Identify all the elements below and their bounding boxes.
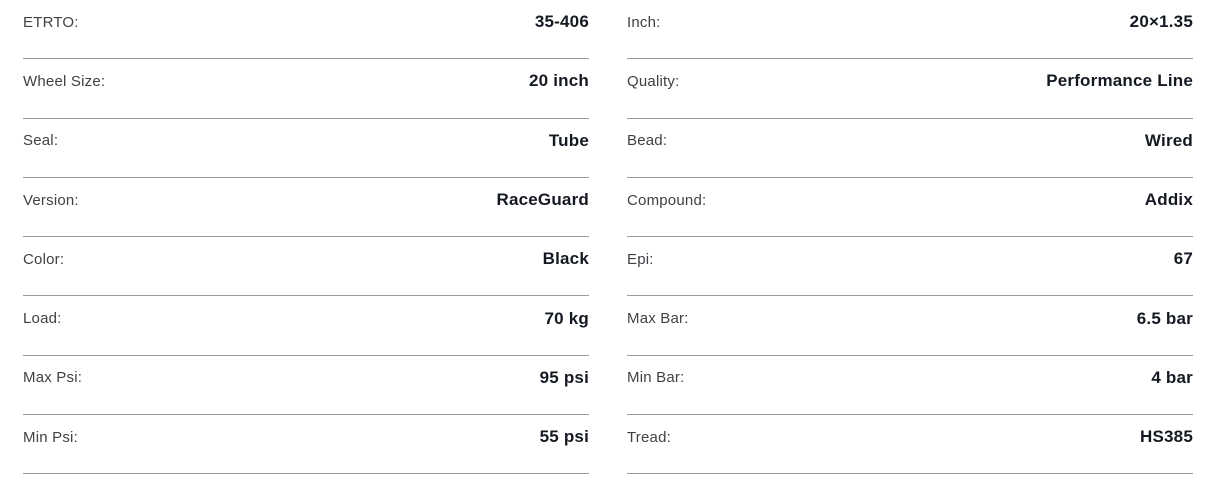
spec-row-min-bar <box>627 356 1193 415</box>
spec-row-color <box>23 237 589 296</box>
spec-column-left <box>23 0 589 474</box>
spec-label: Quality: <box>627 72 680 90</box>
spec-label: Epi: <box>627 250 654 268</box>
spec-label: Tread: <box>627 428 671 446</box>
spec-row-version <box>23 178 589 237</box>
spec-value: 6.5 bar <box>1136 308 1193 328</box>
spec-row-max-bar <box>627 296 1193 355</box>
spec-column-right <box>627 0 1193 474</box>
spec-label: Max Psi: <box>23 369 83 387</box>
spec-value: 95 psi <box>539 367 589 387</box>
spec-value: 4 bar <box>1151 367 1193 387</box>
spec-value: RaceGuard <box>496 190 589 210</box>
spec-row-tread <box>627 415 1193 474</box>
spec-label: Load: <box>23 310 62 328</box>
spec-value: Black <box>542 249 589 269</box>
spec-value: HS385 <box>1140 427 1193 447</box>
spec-row-max-psi <box>23 356 589 415</box>
spec-row-epi <box>627 237 1193 296</box>
spec-label: Compound: <box>627 191 707 209</box>
spec-row-load <box>23 296 589 355</box>
spec-label: Version: <box>23 191 79 209</box>
spec-value: Wired <box>1144 130 1193 150</box>
spec-label: Color: <box>23 250 65 268</box>
spec-row-seal <box>23 119 589 178</box>
spec-row-bead <box>627 119 1193 178</box>
spec-row-etrto <box>23 0 589 59</box>
spec-row-wheel-size <box>23 59 589 118</box>
spec-label: Bead: <box>627 132 668 150</box>
spec-label: Max Bar: <box>627 310 689 328</box>
spec-row-min-psi <box>23 415 589 474</box>
spec-label: Inch: <box>627 13 661 31</box>
spec-label: Seal: <box>23 132 59 150</box>
spec-label: Wheel Size: <box>23 72 106 90</box>
spec-value: 70 kg <box>544 308 589 328</box>
spec-label: ETRTO: <box>23 13 79 31</box>
spec-row-quality <box>627 59 1193 118</box>
spec-value: 55 psi <box>539 427 589 447</box>
spec-value: 35-406 <box>534 12 589 32</box>
spec-value: 20×1.35 <box>1129 12 1193 32</box>
spec-label: Min Bar: <box>627 369 685 387</box>
spec-row-compound <box>627 178 1193 237</box>
spec-value: Addix <box>1144 190 1193 210</box>
spec-row-inch <box>627 0 1193 59</box>
spec-value: Performance Line <box>1046 71 1193 91</box>
spec-label: Min Psi: <box>23 428 78 446</box>
spec-value: Tube <box>548 130 589 150</box>
spec-value: 20 inch <box>529 71 589 91</box>
spec-value: 67 <box>1173 249 1193 269</box>
